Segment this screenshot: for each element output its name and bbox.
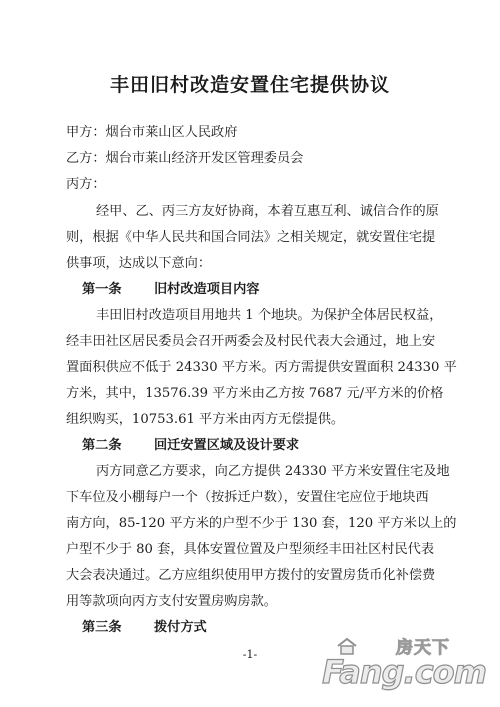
document-title: 丰田旧村改造安置住宅提供协议 bbox=[109, 74, 390, 96]
section-line: 置面积供应不低于 24330 平方米。丙方需提供安置面积 24330 平 bbox=[66, 360, 457, 375]
section-heading bbox=[82, 283, 482, 296]
section-line: 户型不少于 80 套，具体安置位置及户型须经丰田社区村民代表 bbox=[66, 542, 435, 557]
party-c: 丙方： bbox=[66, 177, 106, 192]
section-number: 第二条 bbox=[82, 438, 122, 453]
section-line: 组织购买，10753.61 平方米由丙方无偿提供。 bbox=[66, 412, 345, 427]
section-line: 大会表决通过。乙方应组织使用甲方拨付的安置房货币化补偿费 bbox=[66, 568, 436, 583]
section-title: 拨付方式 bbox=[154, 620, 207, 635]
preamble-line: 经甲、乙、丙三方友好协商，本着互惠互利、诚信合作的原 bbox=[96, 204, 439, 219]
preamble-line: 则，根据《中华人民共和国合同法》之相关规定，就安置住宅提 bbox=[66, 230, 436, 245]
section-number: 第三条 bbox=[82, 620, 122, 635]
section-title: 回迁安置区域及设计要求 bbox=[154, 438, 300, 453]
preamble-line: 供事项，达成以下意向： bbox=[66, 256, 212, 271]
section-line: 经丰田社区居民委员会召开两委会及村民代表大会通过，地上安 bbox=[66, 334, 436, 349]
party-a: 甲方：烟台市莱山区人民政府 bbox=[66, 125, 238, 140]
section-line: 方米，其中，13576.39 平方米由乙方按 7687 元/平方米的价格 bbox=[66, 386, 444, 401]
section-line: 下车位及小棚每户一个（按拆迁户数），安置住宅应位于地块西 bbox=[66, 490, 429, 505]
section-line: 丙方同意乙方要求，向乙方提供 24330 平方米安置住宅及地 bbox=[96, 464, 450, 479]
page-number: -1- bbox=[242, 648, 258, 661]
party-b: 乙方：烟台市莱山经济开发区管理委员会 bbox=[66, 151, 304, 166]
section-line: 用等款项向丙方支付安置房购房款。 bbox=[66, 594, 277, 609]
section-line: 南方向，85-120 平方米的户型不少于 130 套，120 平方米以上的 bbox=[66, 516, 457, 531]
section-number: 第一条 bbox=[82, 282, 122, 297]
watermark-english: Fang.com bbox=[322, 653, 486, 691]
section-heading bbox=[82, 439, 482, 452]
fang-watermark bbox=[316, 633, 486, 695]
section-title: 旧村改造项目内容 bbox=[154, 282, 260, 297]
watermark-chinese: 房天下 bbox=[396, 638, 450, 658]
section-line: 丰田旧村改造项目用地共 1 个地块。为保护全体居民权益， bbox=[96, 308, 443, 323]
